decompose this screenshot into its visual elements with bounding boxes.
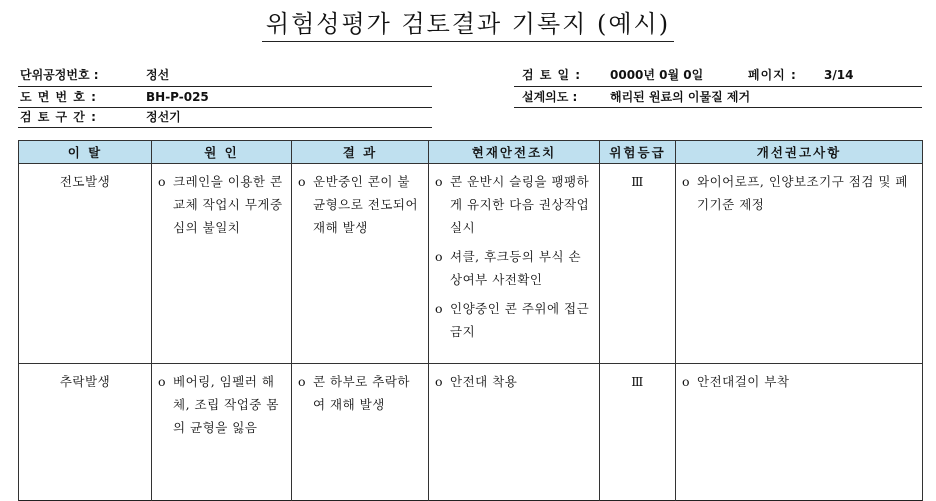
bullet-item bbox=[435, 245, 593, 291]
design-intent-value: 해리된 원료의 이물질 제거 bbox=[610, 90, 751, 104]
bullet-text: 콘 하부로 추락하여 재해 발생 bbox=[313, 374, 410, 412]
bullet-text: 안전대 착용 bbox=[450, 374, 518, 389]
review-date-label: 검 토 일 : bbox=[522, 68, 582, 82]
bullet-item bbox=[435, 297, 593, 343]
cell-recommendations bbox=[676, 364, 923, 501]
info-drawing-no bbox=[20, 88, 209, 106]
bullet-text: 인양중인 콘 주위에 접근금지 bbox=[450, 301, 590, 339]
cell-deviation: 전도발생 bbox=[19, 164, 152, 364]
cell-risk-grade: Ⅲ bbox=[600, 364, 676, 501]
review-section-value: 정선기 bbox=[146, 110, 181, 124]
bullet-marker: o bbox=[435, 374, 444, 389]
bullet-item bbox=[682, 370, 916, 393]
info-divider bbox=[18, 86, 432, 87]
header-recommendations: 개선권고사항 bbox=[676, 141, 923, 164]
design-intent-label: 설계의도 : bbox=[522, 90, 578, 104]
table-header-row bbox=[19, 141, 923, 164]
page-value: 3/14 bbox=[824, 68, 854, 82]
bullet-item bbox=[158, 370, 285, 439]
bullet-marker: o bbox=[158, 174, 167, 189]
bullet-text: 크레인을 이용한 콘교체 작업시 무게중심의 불일치 bbox=[173, 174, 283, 235]
drawing-no-label: 도 면 번 호 : bbox=[20, 90, 97, 104]
review-date-value: 0000년 0월 0일 bbox=[610, 68, 704, 82]
info-review-date bbox=[522, 66, 853, 84]
document-title-text: 위험성평가 검토결과 기록지 (예시) bbox=[262, 4, 674, 42]
bullet-marker: o bbox=[298, 174, 307, 189]
header-current-measures: 현재안전조치 bbox=[429, 141, 600, 164]
review-section-label: 검 토 구 간 : bbox=[20, 110, 97, 124]
document-title bbox=[0, 4, 936, 42]
drawing-no-value: BH-P-025 bbox=[146, 90, 209, 104]
bullet-marker: o bbox=[435, 174, 444, 189]
page-label: 페이지 : bbox=[748, 68, 797, 82]
cell-cause bbox=[152, 164, 292, 364]
bullet-text: 콘 운반시 슬링을 팽팽하게 유지한 다음 권상작업 실시 bbox=[450, 174, 590, 235]
bullet-text: 베어링, 임펠러 해체, 조립 작업중 몸의 균형을 잃음 bbox=[173, 374, 279, 435]
header-risk-grade: 위험등급 bbox=[600, 141, 676, 164]
bullet-marker: o bbox=[435, 249, 444, 264]
bullet-marker: o bbox=[298, 374, 307, 389]
cell-cause bbox=[152, 364, 292, 501]
unit-process-value: 정선 bbox=[146, 68, 170, 82]
bullet-marker: o bbox=[158, 374, 167, 389]
header-deviation: 이 탈 bbox=[19, 141, 152, 164]
bullet-text: 안전대걸이 부착 bbox=[697, 374, 790, 389]
bullet-marker: o bbox=[682, 174, 691, 189]
bullet-marker: o bbox=[682, 374, 691, 389]
info-divider bbox=[514, 107, 922, 108]
info-unit-process bbox=[20, 66, 169, 84]
bullet-item bbox=[435, 370, 593, 393]
cell-recommendations bbox=[676, 164, 923, 364]
bullet-item bbox=[435, 170, 593, 239]
bullet-text: 와이어로프, 인양보조기구 점검 및 폐기기준 제정 bbox=[697, 174, 908, 212]
cell-result bbox=[292, 164, 429, 364]
cell-result bbox=[292, 364, 429, 501]
bullet-item bbox=[298, 370, 422, 416]
risk-assessment-table bbox=[18, 140, 923, 501]
cell-current-measures bbox=[429, 364, 600, 501]
bullet-marker: o bbox=[435, 301, 444, 316]
header-cause: 원 인 bbox=[152, 141, 292, 164]
unit-process-label: 단위공정번호 : bbox=[20, 68, 99, 82]
bullet-item bbox=[682, 170, 916, 216]
bullet-text: 운반중인 콘이 불균형으로 전도되어 재해 발생 bbox=[313, 174, 419, 235]
cell-deviation: 추락발생 bbox=[19, 364, 152, 501]
cell-risk-grade: Ⅲ bbox=[600, 164, 676, 364]
info-review-section bbox=[20, 108, 181, 126]
bullet-item bbox=[158, 170, 285, 239]
table-row bbox=[19, 164, 923, 364]
info-divider bbox=[18, 127, 432, 128]
bullet-text: 셔클, 후크등의 부식 손상여부 사전확인 bbox=[450, 249, 582, 287]
info-design-intent bbox=[522, 88, 750, 106]
info-divider bbox=[514, 86, 922, 87]
cell-current-measures bbox=[429, 164, 600, 364]
table-row bbox=[19, 364, 923, 501]
header-result: 결 과 bbox=[292, 141, 429, 164]
bullet-item bbox=[298, 170, 422, 239]
